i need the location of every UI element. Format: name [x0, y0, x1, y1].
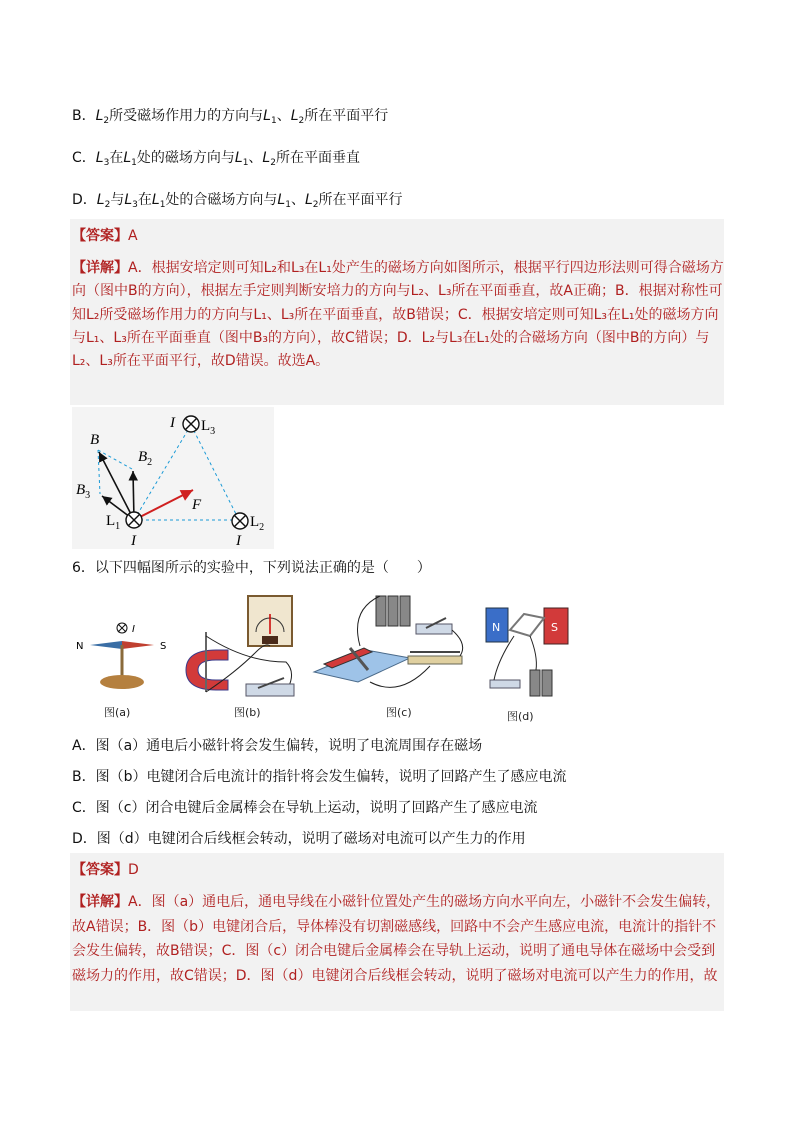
caption-d: 图(d)	[507, 710, 534, 723]
option-c: C．$L_3$在$L_1$处的磁场方向与$L_1$、$L_2$所在平面垂直	[72, 150, 360, 168]
caption-a: 图(a)	[104, 706, 131, 719]
label-l2: $L_2$	[250, 514, 265, 533]
battery-3	[400, 596, 410, 626]
caption-c: 图(c)	[386, 706, 412, 719]
battery-d2	[542, 670, 552, 696]
figure-a	[72, 620, 172, 700]
label-s-a: S	[160, 641, 167, 652]
battery-1	[376, 596, 386, 626]
option-b: B．$L_2$所受磁场作用力的方向与$L_1$、$L_2$所在平面平行	[72, 108, 389, 126]
label-n-d: N	[492, 621, 501, 634]
dashed-parallelogram-left	[98, 450, 100, 494]
label-b2: $B_2$	[138, 449, 153, 468]
label-i-left: I	[131, 533, 136, 549]
switch-c	[416, 624, 452, 634]
caption-b: 图(b)	[234, 706, 261, 719]
label-i-a: I	[132, 624, 135, 635]
label-l1: $L_1$	[106, 513, 121, 532]
label-l3: $L_3$	[201, 418, 216, 437]
answer-q6: 【答案】D	[72, 862, 139, 878]
label-s-d: S	[551, 621, 558, 634]
detail-q5: 【详解】A．根据安培定则可知L₂和L₃在L₁处产生的磁场方向如图所示，根据平行四边形法则可得合磁场方向（图中B的方向），根据左手定则判断安培力的方向与L₂、L₃所在平面垂直，故A正确；B．根据对称性可知L₂所受磁场作用力的方向与L₁、L₃所在平面垂直，故B错误；C．根据安培定则可知L₃在L₁处的磁场方向与L₁、L₃所在平面垂直（图中B₃的方向），故C错误；D．L₂与L₃在L₁处的合磁场方向（图中B的方向）与L₂、L₃所在平面平行，故D错误。故选A。	[72, 260, 724, 370]
vector-figure	[72, 407, 274, 549]
q6-option-b: B．图（b）电键闭合后电流计的指针将会发生偏转，说明了回路产生了感应电流	[72, 769, 567, 785]
label-b: B	[90, 432, 100, 448]
figure-b	[176, 592, 306, 702]
vector-f	[134, 490, 193, 520]
label-i-right: I	[236, 533, 241, 549]
wire-l1-icon	[126, 512, 142, 528]
q6-option-d: D．图（d）电键闭合后线框会转动，说明了磁场对电流可以产生力的作用	[72, 831, 526, 847]
answer-q5: 【答案】A	[72, 228, 138, 244]
compass-needle-n	[90, 641, 122, 649]
compass-base	[100, 675, 144, 689]
battery-d1	[530, 670, 540, 696]
compass-needle-s	[122, 641, 154, 649]
label-i-top: I	[170, 415, 175, 431]
current-into-page-icon	[117, 623, 127, 633]
vector-b	[99, 452, 134, 520]
q6-option-c: C．图（c）闭合电键后金属棒会在导轨上运动，说明了回路产生了感应电流	[72, 800, 538, 816]
figure-c	[310, 590, 470, 702]
figure-d	[478, 600, 578, 706]
option-d: D．$L_2$与$L_3$在$L_1$处的合磁场方向与$L_1$、$L_2$所在平面平行	[72, 192, 403, 210]
label-f: F	[192, 497, 202, 513]
switch-b	[246, 684, 294, 696]
detail-q6: 【详解】A．图（a）通电后，通电导线在小磁针位置处产生的磁场方向水平向左，小磁针不会发生偏转，故A错误；B．图（b）电键闭合后，导体棒没有切割磁感线，回路中不会产生感应电流，电流计的指针不会发生偏转，故B错误；C．图（c）闭合电键后金属棒会在导轨上运动，说明了通电导体在磁场中会受到磁场力的作用，故C错误；D．图（d）电键闭合后线框会转动，说明了磁场对电流可以产生力的作用，故	[72, 894, 721, 984]
label-b3: $B_3$	[76, 482, 91, 501]
switch-d	[490, 680, 520, 688]
question-6-stem: 6．以下四幅图所示的实验中，下列说法正确的是（ ）	[72, 560, 431, 576]
q6-option-a: A．图（a）通电后小磁针将会发生偏转，说明了电流周围存在磁场	[72, 738, 483, 754]
rheostat	[408, 656, 462, 664]
wire-l3-icon	[183, 416, 199, 432]
label-n-a: N	[76, 641, 84, 652]
wire-l2-icon	[232, 513, 248, 529]
wire-frame-d	[510, 614, 544, 636]
battery-2	[388, 596, 398, 626]
